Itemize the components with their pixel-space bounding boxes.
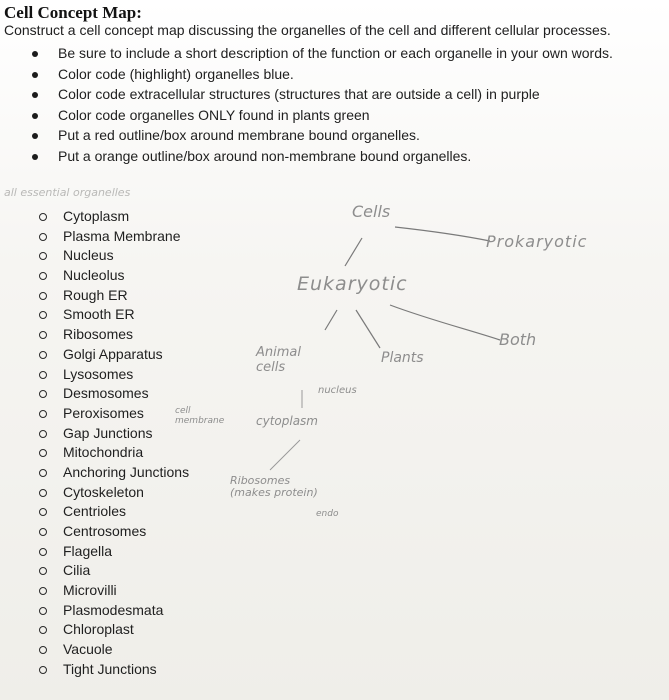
organelle-item: Centrioles	[32, 502, 189, 522]
handwritten-cell-membrane: cell membrane	[175, 406, 225, 426]
organelle-item: Anchoring Junctions	[32, 463, 189, 483]
line-eukaryotic-to-both	[390, 305, 500, 340]
handwritten-cells: Cells	[352, 202, 391, 221]
handwritten-nucleus: nucleus	[318, 385, 357, 396]
organelle-item: Desmosomes	[32, 384, 189, 404]
line-cells-to-eukaryotic	[345, 238, 362, 266]
organelle-item: Cilia	[32, 561, 189, 581]
instruction-item: Color code extracellular structures (structures that are outside a cell) in purple	[32, 84, 613, 105]
organelle-item: Rough ER	[32, 286, 189, 306]
organelle-item: Centrosomes	[32, 522, 189, 542]
handwritten-plants: Plants	[381, 350, 424, 366]
instructions-text: Construct a cell concept map discussing the organelles of the cell and different cellular processes.	[4, 22, 611, 38]
instruction-item: Put a orange outline/box around non-membrane bound organelles.	[32, 146, 613, 167]
line-cytoplasm-to-ribosomes	[270, 440, 300, 470]
organelle-item: Mitochondria	[32, 443, 189, 463]
page-title: Cell Concept Map:	[4, 3, 142, 22]
organelle-item: Ribosomes	[32, 325, 189, 345]
instruction-item: Color code (highlight) organelles blue.	[32, 64, 613, 85]
organelle-item: Cytoskeleton	[32, 483, 189, 503]
organelle-item: Smooth ER	[32, 305, 189, 325]
line-cells-to-prokaryotic	[395, 227, 490, 241]
handwritten-animal-cells: Animal cells	[256, 345, 301, 375]
organelle-list	[32, 207, 189, 680]
organelle-item: Nucleolus	[32, 266, 189, 286]
handwritten-prokaryotic: Prokaryotic	[486, 232, 588, 251]
handwritten-ribosomes: Ribosomes (makes protein)	[230, 474, 318, 499]
handwritten-cytoplasm: cytoplasm	[256, 414, 318, 428]
handwritten-both: Both	[499, 330, 537, 349]
handwritten-endo: endo	[316, 509, 339, 519]
organelle-item: Vacuole	[32, 640, 189, 660]
organelle-item: Cytoplasm	[32, 207, 189, 227]
organelle-item: Chloroplast	[32, 620, 189, 640]
organelle-item: Golgi Apparatus	[32, 345, 189, 365]
organelle-item: Peroxisomes	[32, 404, 189, 424]
handwritten-eukaryotic: Eukaryotic	[297, 273, 408, 295]
instruction-item: Be sure to include a short description of the function or each organelle in your own words.	[32, 43, 613, 64]
handwritten-list-heading: all essential organelles	[4, 186, 131, 199]
organelle-item: Plasma Membrane	[32, 227, 189, 247]
organelle-item: Tight Junctions	[32, 660, 189, 680]
organelle-item: Lysosomes	[32, 365, 189, 385]
instruction-item: Color code organelles ONLY found in plants green	[32, 105, 613, 126]
organelle-item: Nucleus	[32, 246, 189, 266]
line-eukaryotic-to-plants	[356, 310, 380, 348]
instruction-list	[32, 43, 613, 167]
instruction-item: Put a red outline/box around membrane bound organelles.	[32, 125, 613, 146]
line-eukaryotic-to-animal	[325, 310, 337, 330]
organelle-item: Gap Junctions	[32, 424, 189, 444]
organelle-item: Plasmodesmata	[32, 601, 189, 621]
organelle-item: Microvilli	[32, 581, 189, 601]
organelle-item: Flagella	[32, 542, 189, 562]
